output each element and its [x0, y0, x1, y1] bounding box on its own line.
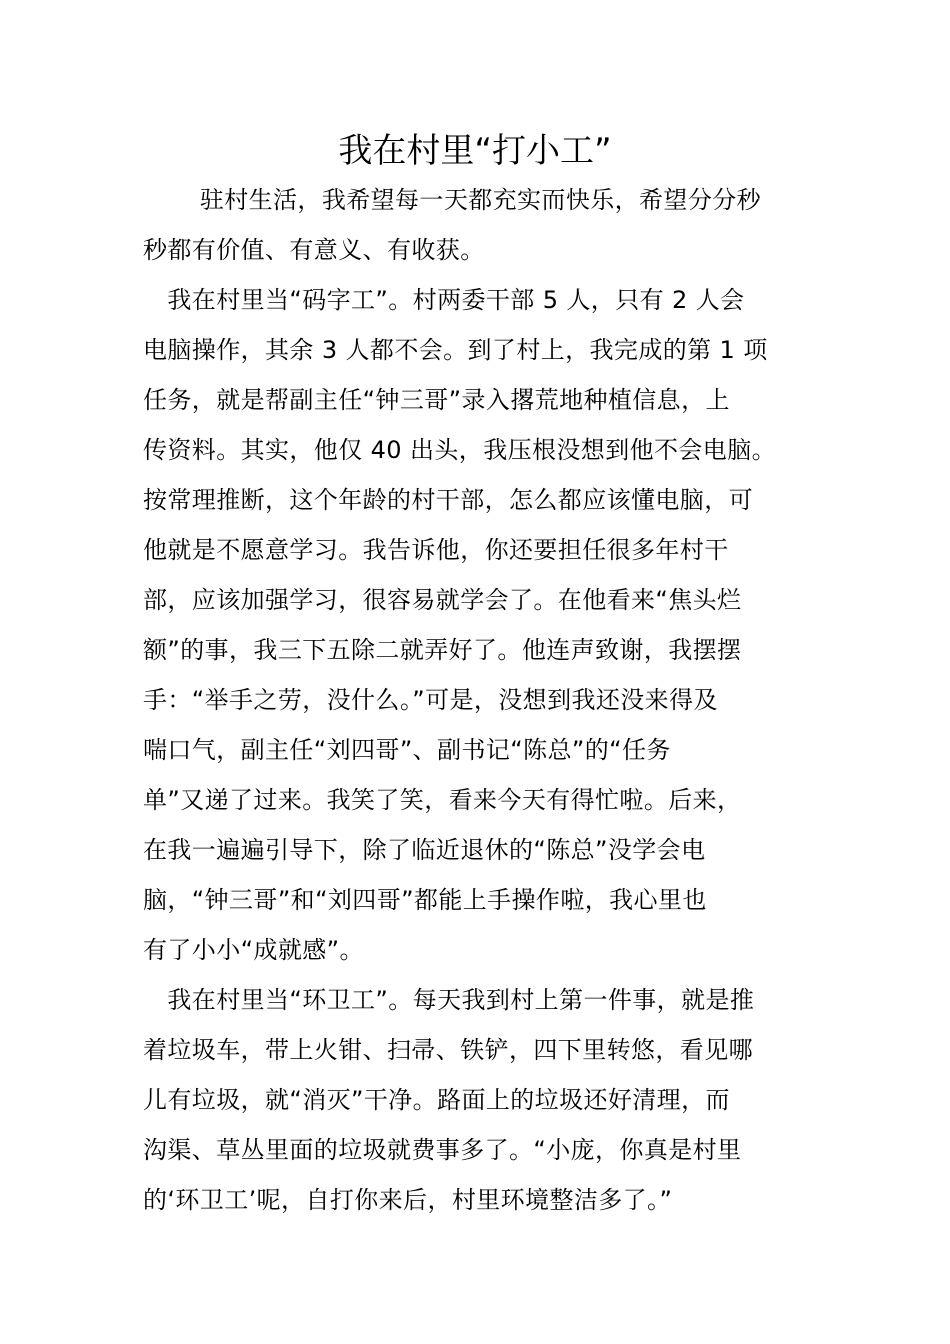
body-line: 着垃圾车，带上火钳、扫帚、铁铲，四下里转悠，看见哪: [143, 1036, 753, 1064]
body-line: 在我一遍遍引导下，除了临近退休的“陈总”没学会电: [143, 836, 706, 864]
body-line: 沟渠、草丛里面的垃圾就费事多了。“小庞，你真是村里: [143, 1136, 742, 1164]
body-line: 手：“举手之劳，没什么。”可是，没想到我还没来得及: [143, 686, 718, 714]
body-line: 脑，“钟三哥”和“刘四哥”都能上手操作啦，我心里也: [143, 886, 707, 914]
body-line: 按常理推断，这个年龄的村干部，怎么都应该懂电脑，可: [143, 486, 753, 514]
body-line: 有了小小“成就感”。: [143, 936, 364, 964]
body-line: 传资料。其实，他仅 40 出头，我压根没想到他不会电脑。: [143, 436, 776, 464]
body-line: 驻村生活，我希望每一天都充实而快乐，希望分分秒: [143, 186, 762, 214]
body-line: 儿有垃圾，就“消灭”干净。路面上的垃圾还好清理，而: [143, 1086, 730, 1114]
body-line: 喘口气，副主任“刘四哥”、副书记“陈总”的“任务: [143, 736, 671, 764]
body-line: 我在村里当“环卫工”。每天我到村上第一件事，就是推: [143, 986, 755, 1014]
body-line: 部，应该加强学习，很容易就学会了。在他看来“焦头烂: [143, 586, 742, 614]
body-line: 电脑操作，其余 3 人都不会。到了村上，我完成的第 1 项: [143, 336, 768, 364]
body-line: 额”的事，我三下五除二就弄好了。他连声致谢，我摆摆: [143, 636, 742, 664]
document-title: 我在村里“打小工”: [338, 131, 612, 171]
body-line: 的‘环卫工’呢，自打你来后，村里环境整洁多了。”: [143, 1186, 673, 1214]
body-line: 他就是不愿意学习。我告诉他，你还要担任很多年村干: [143, 536, 729, 564]
body-line: 任务，就是帮副主任“钟三哥”录入撂荒地种植信息，上: [143, 386, 730, 414]
body-line: 我在村里当“码字工”。村两委干部 5 人，只有 2 人会: [143, 286, 745, 314]
body-line: 秒都有价值、有意义、有收获。: [143, 236, 485, 264]
body-line: 单”又递了过来。我笑了笑，看来今天有得忙啦。后来，: [143, 786, 742, 814]
